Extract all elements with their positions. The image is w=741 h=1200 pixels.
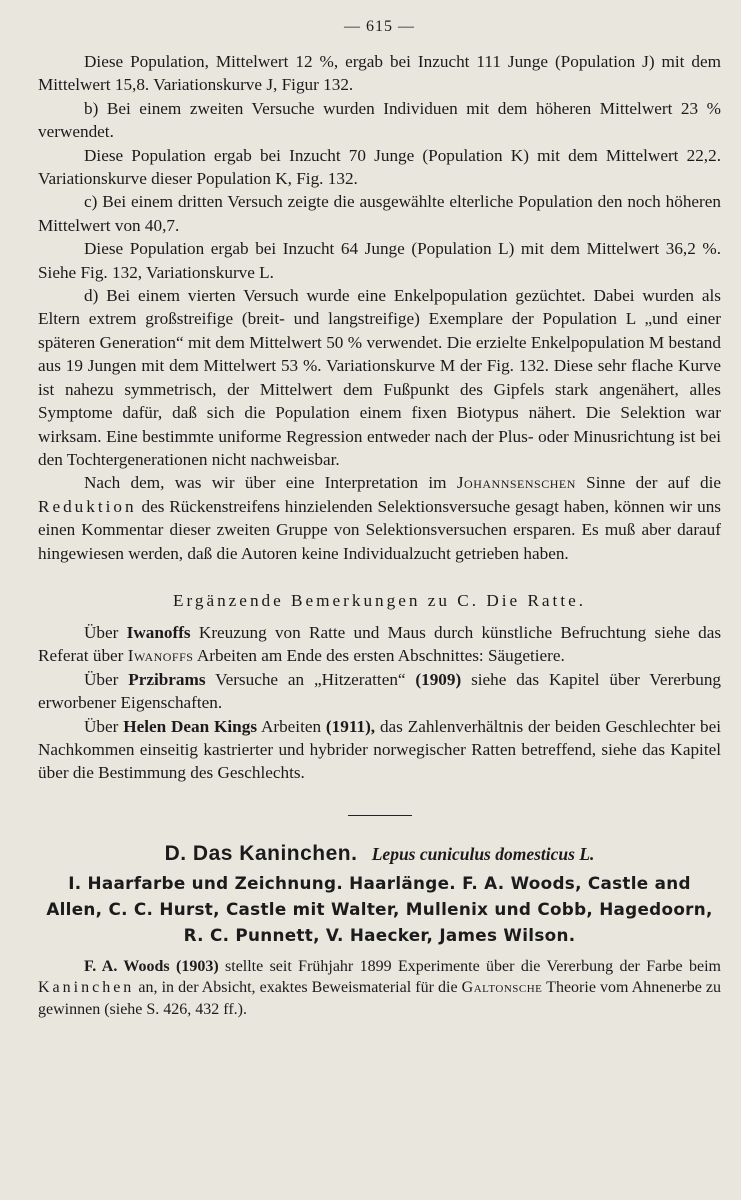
supplement-text [38, 621, 721, 785]
year-1911: (1911), [325, 716, 376, 736]
paragraph-woods [38, 956, 721, 1021]
text-run: Arbeiten [260, 716, 322, 736]
text-run: Versuche an „Hitzeratten“ [215, 669, 406, 689]
section-divider [348, 815, 412, 816]
author-name-galton: Galtonsche [461, 979, 543, 997]
text-run: Über [84, 669, 119, 689]
text-run: des Rückenstreifens hinzielenden Selektionsversuche gesagt haben, können wir uns einen Kommentar dieser zweiten Gruppe von Selektionsversuchen ersparen. Es muß aber darauf hingewiesen werden, daß die Autoren keine Individualzucht getrieben haben. [38, 496, 721, 563]
author-name-iwanoff-sc: Iwanoffs [127, 646, 194, 666]
text-run: stellte seit Frühjahr 1899 Experimente über die Vererbung der Farbe beim [225, 957, 722, 975]
latin-name: Lepus cuniculus domesticus L. [371, 843, 595, 864]
section-text [38, 956, 721, 1021]
spaced-word-kaninchen: Kaninchen [38, 979, 135, 997]
text-run: das Zahlenverhältnis der beiden Geschlechter bei Nachkommen einseitig kastrierter und hybrider norwegischer Ratten betreffend, siehe das Kapitel über die Bestimmung des Geschlechts. [38, 716, 722, 783]
author-name-woods: F. A. Woods (1903) [84, 957, 219, 975]
supplement-heading: Ergänzende Bemerkungen zu C. Die Ratte. [172, 590, 587, 610]
body-text [38, 50, 721, 565]
year-1909: (1909) [415, 669, 462, 689]
text-run: Arbeiten am Ende des ersten Abschnittes: Säugetiere. [196, 646, 565, 666]
subsection-heading: I. Haarfarbe und Zeichnung. Haarlänge. F. A. Woods, Castle and Allen, C. C. Hurst, Castle mit Walter, Mullenix und Cobb, Hagedoorn, R. C. Punnett, V. Haecker, James Wilson. [46, 872, 713, 945]
spaced-word-reduktion: Reduktion [38, 496, 137, 516]
author-name-przibram: Przibrams [128, 669, 206, 689]
paragraph-population-j: Diese Population, Mittelwert 12 %, ergab bei Inzucht 111 Junge (Population J) mit dem Mittelwert 15,8. Variationskurve J, Figur 132. [38, 52, 721, 95]
paragraph-iwanoff [38, 621, 721, 668]
text-run: siehe das Kapitel über Vererbung erworbener Eigenschaften. [38, 669, 722, 713]
author-name-king: Helen Dean Kings [123, 716, 258, 736]
paragraph-population-k: Diese Population ergab bei Inzucht 70 Junge (Population K) mit dem Mittelwert 22,2. Variationskurve dieser Population K, Fig. 132. [38, 145, 721, 189]
text-run: Über [84, 622, 119, 642]
author-name-iwanoff: Iwanoffs [126, 622, 191, 642]
paragraph-d: d) Bei einem vierten Versuch wurde eine Enkelpopulation gezüchtet. Dabei wurden als Eltern extrem großstreifige (breit- und langstreifige) Exemplare der Population L „und einer späteren Generation“ mit dem Mittelwert 50 % verwendet. Die erzielte Enkelpopulation M bestand aus 19 Jungen mit dem Mittelwert 53 %. Variationskurve M der Fig. 132. Diese sehr flache Kurve ist nahezu symmetrisch, der Mittelwert dem Fußpunkt des Gipfels stark angenähert, alles Symptome dafür, daß sich die Population einem fixen Biotypus nähert. Die Selektion war wirksam. Eine bestimmte uniforme Regression entweder nach der Plus- oder Minusrichtung ist bei den Tochtergenerationen nicht nachweisbar. [38, 286, 721, 469]
paragraph-przibram [38, 668, 721, 715]
page-number: — 615 — [344, 18, 415, 35]
paragraph-population-l: Diese Population ergab bei Inzucht 64 Junge (Population L) mit dem Mittelwert 36,2 %. Siehe Fig. 132, Variationskurve L. [38, 239, 721, 282]
text-run: an, in der Absicht, exaktes Beweismaterial für die [138, 979, 458, 997]
text-run: Sinne der auf die [586, 473, 722, 493]
section-heading: D. Das Kaninchen. [164, 841, 358, 865]
paragraph-b: b) Bei einem zweiten Versuche wurden Individuen mit dem höheren Mittelwert 23 % verwendet. [38, 98, 721, 142]
author-name-johannsen: Johannsenschen [456, 473, 576, 493]
paragraph-king [38, 715, 721, 785]
paragraph-c: c) Bei einem dritten Versuch zeigte die ausgewählte elterliche Population den noch höheren Mittelwert von 40,7. [38, 192, 721, 235]
paragraph-interpretation [38, 471, 721, 565]
text-run: Theorie vom Ahnenerbe zu gewinnen (siehe S. 426, 432 ff.). [38, 979, 722, 1018]
text-run: Über [84, 716, 119, 736]
text-run: Kreuzung von Ratte und Maus durch künstliche Befruchtung siehe das Referat über [38, 622, 722, 666]
text-run: Nach dem, was wir über eine Interpretation im [84, 473, 447, 493]
section-title [38, 842, 721, 866]
